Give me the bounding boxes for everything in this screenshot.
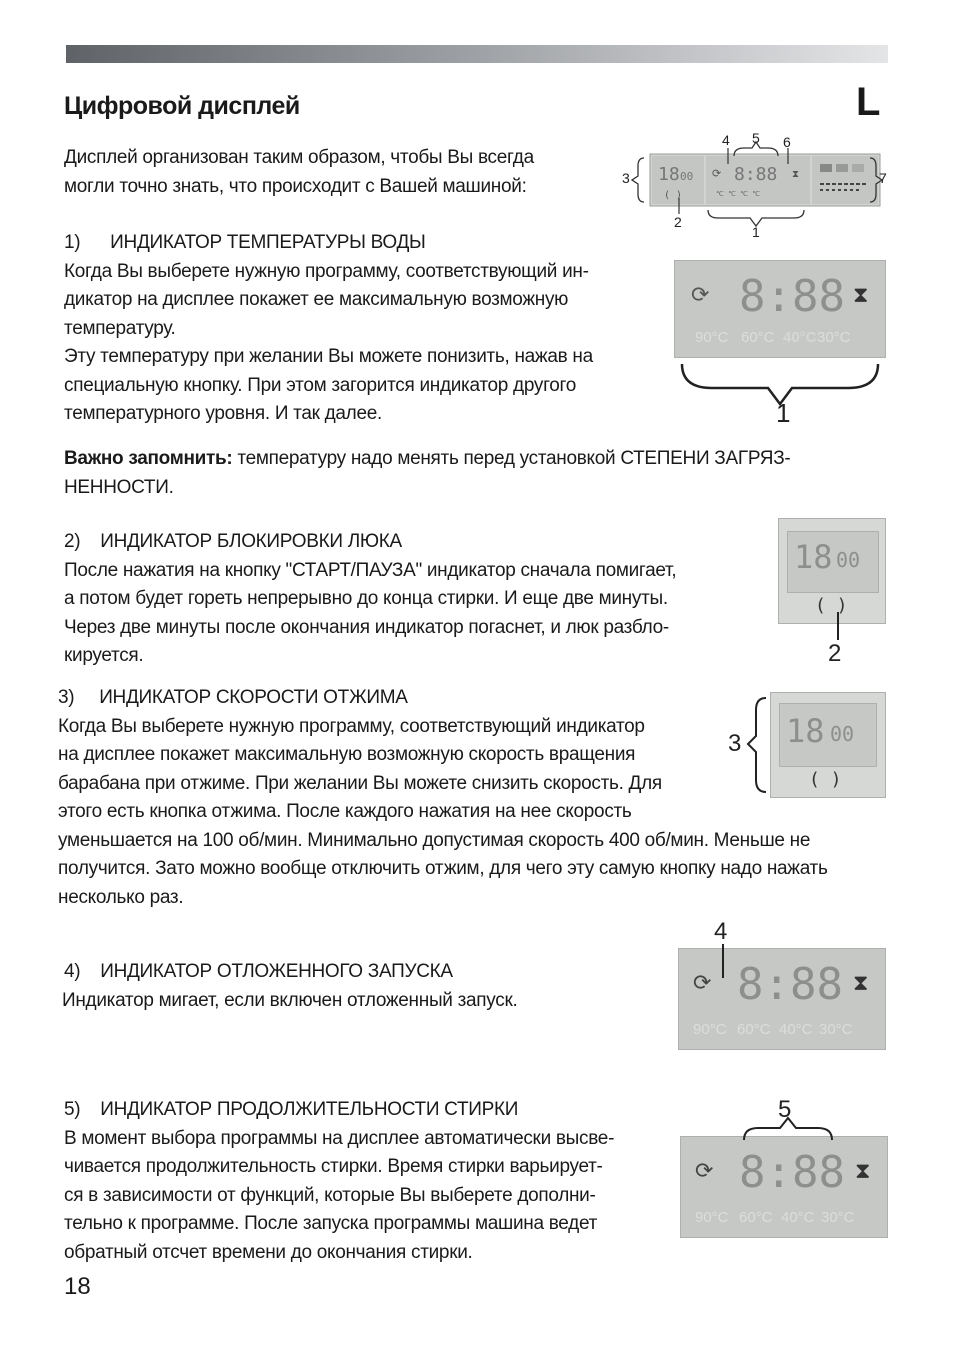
svg-text:18: 18	[658, 164, 680, 185]
page-number: 18	[64, 1273, 91, 1300]
language-marker: L	[856, 80, 881, 124]
spin-speed-display-figure: 18 00 ( ) 3	[728, 690, 888, 802]
hourglass-icon: ⧗	[853, 283, 869, 308]
section-2-heading: 2) ИНДИКАТОР БЛОКИРОВКИ ЛЮКА	[64, 531, 402, 552]
svg-text:⟳: ⟳	[712, 167, 722, 180]
section-3: 3) ИНДИКАТОР СКОРОСТИ ОТЖИМА Когда Вы выберете нужную программу, соответствующий индикатор на дисплее покажет максимальную возможную скорость вращения барабана при отжиме. При желании Вы можете снизить скорость. Для этого есть кнопка отжима. После каждого нажатия на нее скорость уменьшается на 100 об/мин. Минимально допустимая скорость 400 об/мин. Меньше не получится. Зато можно вообще отключить отжим, для чего эту самую кнопку надо нажать несколько раз.	[58, 684, 828, 912]
callout-5-large: 5	[778, 1096, 792, 1123]
intro-text: Дисплей организован таким образом, чтобы Вы всегда могли точно знать, что происходит с Вашей машиной:	[64, 147, 534, 197]
section-1: 1) ИНДИКАТОР ТЕМПЕРАТУРЫ ВОДЫ Когда Вы выберете нужную программу, соответствующий ин- дикатор на дисплее покажет ее максимальную возможную температуру. Эту температуру при желании Вы можете понизить, нажав на специальную кнопку. При этом загорится индикатор другого температурного уровня. И так далее.	[64, 229, 593, 429]
callout-2: 2	[674, 214, 682, 230]
callout-1: 1	[752, 224, 760, 240]
important-note: Важно запомнить: температуру надо менять перед установкой СТЕПЕНИ ЗАГРЯЗ- НЕННОСТИ.	[64, 448, 791, 498]
section-5: 5) ИНДИКАТОР ПРОДОЛЖИТЕЛЬНОСТИ СТИРКИ В момент выбора программы на дисплее автоматически высве- чивается продолжительность стирки. Время стирки варьирует- ся в зависимости от функций, которые Вы выберете дополни- тельно к программе. После запуска программы машина ведет обратный отсчет времени до окончания стирки.	[64, 1096, 614, 1267]
temperature-display-figure	[672, 260, 888, 428]
svg-text:8:88: 8:88	[734, 164, 778, 185]
callout-4: 4	[722, 132, 730, 148]
section-2: 2) ИНДИКАТОР БЛОКИРОВКИ ЛЮКА После нажатия на кнопку "СТАРТ/ПАУЗА" индикатор сначала помигает, а потом будет гореть непрерывно до конца стирки. И еще две минуты. Через две минуты после окончания индикатор погаснет, и люк разбло- кируется.	[64, 528, 676, 671]
callout-5: 5	[752, 130, 760, 146]
section-1-heading: 1) ИНДИКАТОР ТЕМПЕРАТУРЫ ВОДЫ	[64, 232, 426, 253]
svg-text:⧗: ⧗	[792, 169, 800, 180]
delayed-start-display-figure: ⟳ 8:88 ⧗ 90°C 60°C 40°C 30°C 4	[676, 918, 888, 1054]
door-lock-indicator: ( )	[815, 595, 848, 616]
callout-7: 7	[879, 170, 887, 186]
svg-text:00: 00	[680, 170, 694, 183]
section-3-heading: 3) ИНДИКАТОР СКОРОСТИ ОТЖИМА	[58, 687, 408, 708]
note-label: Важно запомнить:	[64, 448, 233, 469]
callout-4-large: 4	[714, 918, 728, 945]
svg-text:℃ ℃ ℃ ℃: ℃ ℃ ℃ ℃	[716, 190, 761, 198]
display-panel: ⟳ 8:88 ⧗ 90°C 60°C 40°C 30°C	[674, 260, 886, 358]
header-bar	[66, 45, 888, 63]
section-4: 4) ИНДИКАТОР ОТЛОЖЕННОГО ЗАПУСКА Индикатор мигает, если включен отложенный запуск.	[64, 958, 517, 1015]
page-title: Цифровой дисплей	[64, 92, 300, 120]
delay-icon: ⟳	[691, 283, 710, 308]
section-5-heading: 5) ИНДИКАТОР ПРОДОЛЖИТЕЛЬНОСТИ СТИРКИ	[64, 1099, 519, 1120]
callout-3-large: 3	[728, 730, 742, 757]
door-lock-display-figure: 18 00 ( ) 2	[778, 518, 888, 668]
callout-3: 3	[622, 170, 630, 186]
time-digits: 8:88	[739, 271, 845, 322]
display-overview-figure	[622, 132, 890, 240]
svg-text:( ): ( )	[664, 190, 683, 201]
section-4-heading: 4) ИНДИКАТОР ОТЛОЖЕННОГО ЗАПУСКА	[64, 961, 453, 982]
duration-display-figure: ⟳ 8:88 ⧗ 90°C 60°C 40°C 30°C 5	[678, 1096, 890, 1242]
delay-icon: ⟳	[693, 971, 712, 996]
callout-1-large: 1	[776, 398, 791, 428]
callout-2-large: 2	[828, 640, 842, 667]
callout-6: 6	[783, 134, 791, 150]
